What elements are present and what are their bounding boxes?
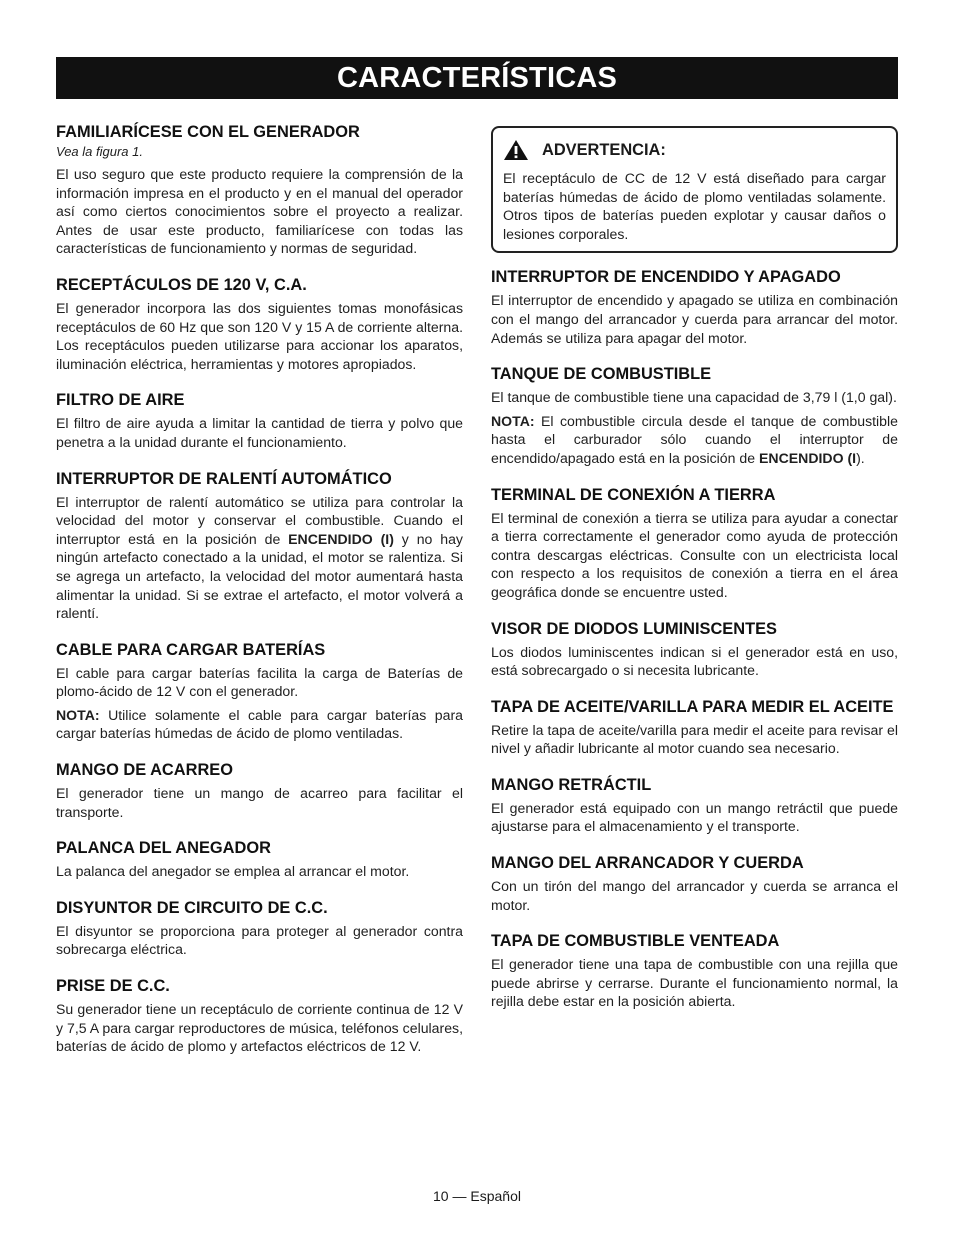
page-footer: 10 — Español — [433, 1188, 521, 1204]
section-air-filter — [56, 390, 463, 451]
warning-header — [503, 139, 886, 161]
section-heading: TAPA DE COMBUSTIBLE VENTEADA — [491, 932, 780, 951]
section-battery-cable — [56, 640, 463, 743]
section-heading: INTERRUPTOR DE RALENTÍ AUTOMÁTICO — [56, 469, 392, 488]
section-body: El generador está equipado con un mango retráctil que puede ajustarse para el almacenamiento y el transporte. — [491, 799, 898, 835]
section-led-display — [491, 619, 898, 680]
section-on-off-switch — [491, 267, 898, 347]
section-heading: MANGO DEL ARRANCADOR Y CUERDA — [491, 854, 804, 873]
section-body: El cable para cargar baterías facilita la carga de Baterías de plomo-ácido de 12 V con el generador. — [56, 664, 463, 700]
section-body: Retire la tapa de aceite/varilla para medir el aceite para revisar el nivel y añadir lubricante al motor cuando sea necesario. — [491, 721, 898, 757]
section-body: El tanque de combustible tiene una capacidad de 3,79 l (1,0 gal). — [491, 389, 897, 406]
figure-reference: Vea la figura 1. — [56, 144, 143, 159]
section-oil-cap — [491, 697, 898, 758]
section-body: El interruptor de ralentí automático se utiliza para controlar la velocidad del motor y conservar el combustible. Cuando el interruptor está en la posición de ENCENDIDO (I) y no hay ningún artefacto conectado a la unidad, el motor se ralentiza. Si se agrega un artefacto, la velocidad del motor aumentará hasta alimentar la unidad. Si se extrae el artefacto, el motor volverá a ralentí. — [56, 493, 463, 622]
section-ground-terminal — [491, 485, 898, 602]
warning-triangle-icon — [503, 139, 529, 161]
section-heading: DISYUNTOR DE CIRCUITO DE C.C. — [56, 898, 328, 917]
section-familiarize — [56, 122, 463, 258]
section-carry-handle — [56, 760, 463, 821]
section-body: El uso seguro que este producto requiere la comprensión de la información impresa en el producto y en el manual del operador así como ciertos conocimientos sobre el proyecto a realizar. Antes de usar este producto, familiarícese con todas las características de funcionamiento y normas de seguridad. — [56, 166, 463, 257]
section-ac-receptacles — [56, 275, 463, 373]
section-heading: TANQUE DE COMBUSTIBLE — [491, 365, 712, 384]
section-retractable-handle — [491, 775, 898, 836]
note-label: NOTA: — [491, 412, 535, 429]
section-heading: FAMILIARÍCESE CON EL GENERADOR — [56, 123, 360, 141]
section-vented-fuel-cap — [491, 931, 898, 1011]
left-column — [56, 122, 463, 1073]
section-body: El interruptor de encendido y apagado se utiliza en combinación con el mango del arrancador y cuerda para arrancar del motor. Además se utiliza para apagar del motor. — [491, 292, 898, 346]
section-body: El disyuntor se proporciona para proteger al generador contra sobrecarga eléctrica. — [56, 922, 463, 958]
warning-box — [491, 126, 898, 253]
section-body: Con un tirón del mango del arrancador y cuerda se arranca el motor. — [491, 878, 898, 913]
right-column — [491, 122, 898, 1028]
note-label: NOTA: — [56, 706, 100, 723]
section-body: Los diodos luminiscentes indican si el generador está en uso, está sobrecargado o si necesita lubricante. — [491, 643, 898, 679]
section-body: El generador tiene un mango de acarreo para facilitar el transporte. — [56, 785, 463, 820]
section-heading: FILTRO DE AIRE — [56, 391, 185, 410]
section-body: El generador incorpora las dos siguientes tomas monofásicas receptáculos de 60 Hz que son 120 V y 15 A de corriente alterna. Los receptáculos pueden utilizarse para accionar los aparatos, iluminación eléctrica, herramientas y motores apropiados. — [56, 299, 463, 372]
section-heading: PALANCA DEL ANEGADOR — [56, 839, 271, 858]
section-heading: RECEPTÁCULOS DE 120 V, C.A. — [56, 275, 307, 294]
section-note: NOTA: Utilice solamente el cable para cargar baterías para cargar baterías húmedas de ácido de plomo ventiladas. — [56, 706, 463, 742]
section-heading: MANGO RETRÁCTIL — [491, 775, 652, 794]
section-fuel-tank — [491, 364, 898, 467]
warning-body: El receptáculo de CC de 12 V está diseñado para cargar baterías húmedas de ácido de plomo ventiladas solamente. Otros tipos de baterías pueden explotar y causar daños o lesiones corporales. — [503, 170, 886, 242]
section-choke-lever — [56, 838, 463, 881]
section-starter-handle — [491, 853, 898, 914]
warning-title: ADVERTENCIA: — [542, 141, 666, 159]
section-dc-outlet — [56, 976, 463, 1056]
on-position-label: ENCENDIDO (I) — [288, 530, 394, 547]
section-heading: CABLE PARA CARGAR BATERÍAS — [56, 640, 326, 659]
section-body: Su generador tiene un receptáculo de corriente continua de 12 V y 7,5 A para cargar reproductores de música, teléfonos celulares, baterías de ácido de plomo y artefactos eléctricos de 12 V. — [56, 1001, 463, 1055]
page-title: CARACTERÍSTICAS — [56, 57, 898, 99]
on-position-label: ENCENDIDO (I — [759, 449, 857, 466]
section-body: La palanca del anegador se emplea al arrancar el motor. — [56, 863, 410, 880]
section-body: El generador tiene una tapa de combustible con una rejilla que puede abrirse y cerrarse. Durante el funcionamiento normal, la rejilla debe estar en la posición abierta. — [491, 956, 898, 1010]
section-dc-breaker — [56, 898, 463, 959]
section-heading: PRISE DE C.C. — [56, 977, 170, 996]
section-heading: TAPA DE ACEITE/VARILLA PARA MEDIR EL ACEITE — [491, 697, 894, 716]
section-heading: MANGO DE ACARREO — [56, 761, 233, 780]
section-idle-switch — [56, 469, 463, 623]
section-heading: INTERRUPTOR DE ENCENDIDO Y APAGADO — [491, 268, 841, 287]
section-body: El terminal de conexión a tierra se utiliza para ayudar a conectar a tierra correctamente el generador como ayuda de protección contra descargas eléctricas. Consulte con un electricista local con respecto a los requisitos de conexión a tierra en el área geográfica donde se encuentre usted. — [491, 509, 898, 600]
section-body: El filtro de aire ayuda a limitar la cantidad de tierra y polvo que penetra a la unidad durante el funcionamiento. — [56, 415, 463, 450]
section-heading: VISOR DE DIODOS LUMINISCENTES — [491, 619, 777, 638]
section-note: NOTA: El combustible circula desde el tanque de combustible hasta el carburador sólo cuando el interruptor de encendido/apagado está en la posición de ENCENDIDO (I). — [491, 412, 898, 466]
section-heading: TERMINAL DE CONEXIÓN A TIERRA — [491, 485, 776, 504]
